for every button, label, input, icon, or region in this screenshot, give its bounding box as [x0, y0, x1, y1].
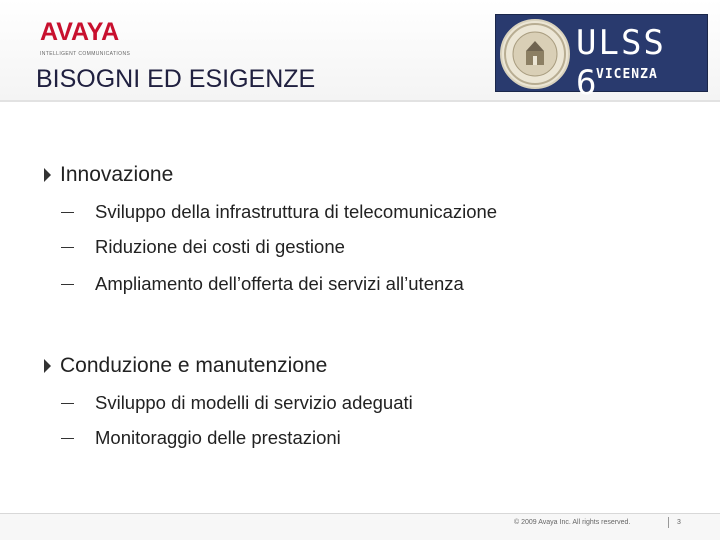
list-item-label: Riduzione dei costi di gestione [95, 236, 345, 257]
section-heading [44, 354, 413, 378]
footer-band [0, 514, 720, 540]
section-conduzione [44, 354, 413, 450]
ulss-logo [495, 14, 708, 103]
avaya-logo: AVAYA [40, 18, 120, 46]
list-item [61, 272, 497, 296]
dash-bullet-icon [61, 284, 74, 285]
dash-bullet-icon [61, 438, 74, 439]
page-number: 3 [677, 519, 681, 526]
partner-city: VICENZA [596, 67, 658, 82]
list-item-label: Ampliamento dell’offerta dei servizi all’utenza [95, 273, 464, 294]
dash-bullet-icon [61, 403, 74, 404]
partner-name: ULSS 6 [576, 23, 666, 103]
dash-bullet-icon [61, 212, 74, 213]
section-heading [44, 163, 497, 187]
list-item-label: Sviluppo della infrastruttura di telecomunicazione [95, 201, 498, 222]
section-label: Innovazione [60, 163, 174, 186]
copyright-text: © 2009 Avaya Inc. All rights reserved. [514, 519, 631, 526]
section-label: Conduzione e manutenzione [60, 354, 328, 377]
seal-icon [500, 19, 570, 89]
list-item [61, 426, 413, 450]
list-item [61, 200, 497, 224]
dash-bullet-icon [61, 247, 74, 248]
logo-tagline: INTELLIGENT COMMUNICATIONS [40, 51, 131, 57]
list-item [61, 235, 497, 259]
section-innovazione [44, 163, 497, 296]
triangle-bullet-icon [44, 359, 51, 373]
page-title: BISOGNI ED ESIGENZE [36, 65, 316, 93]
list-item [61, 391, 413, 415]
list-item-label: Sviluppo di modelli di servizio adeguati [95, 392, 413, 413]
triangle-bullet-icon [44, 168, 51, 182]
list-item-label: Monitoraggio delle prestazioni [95, 427, 341, 448]
footer-separator [668, 517, 669, 528]
